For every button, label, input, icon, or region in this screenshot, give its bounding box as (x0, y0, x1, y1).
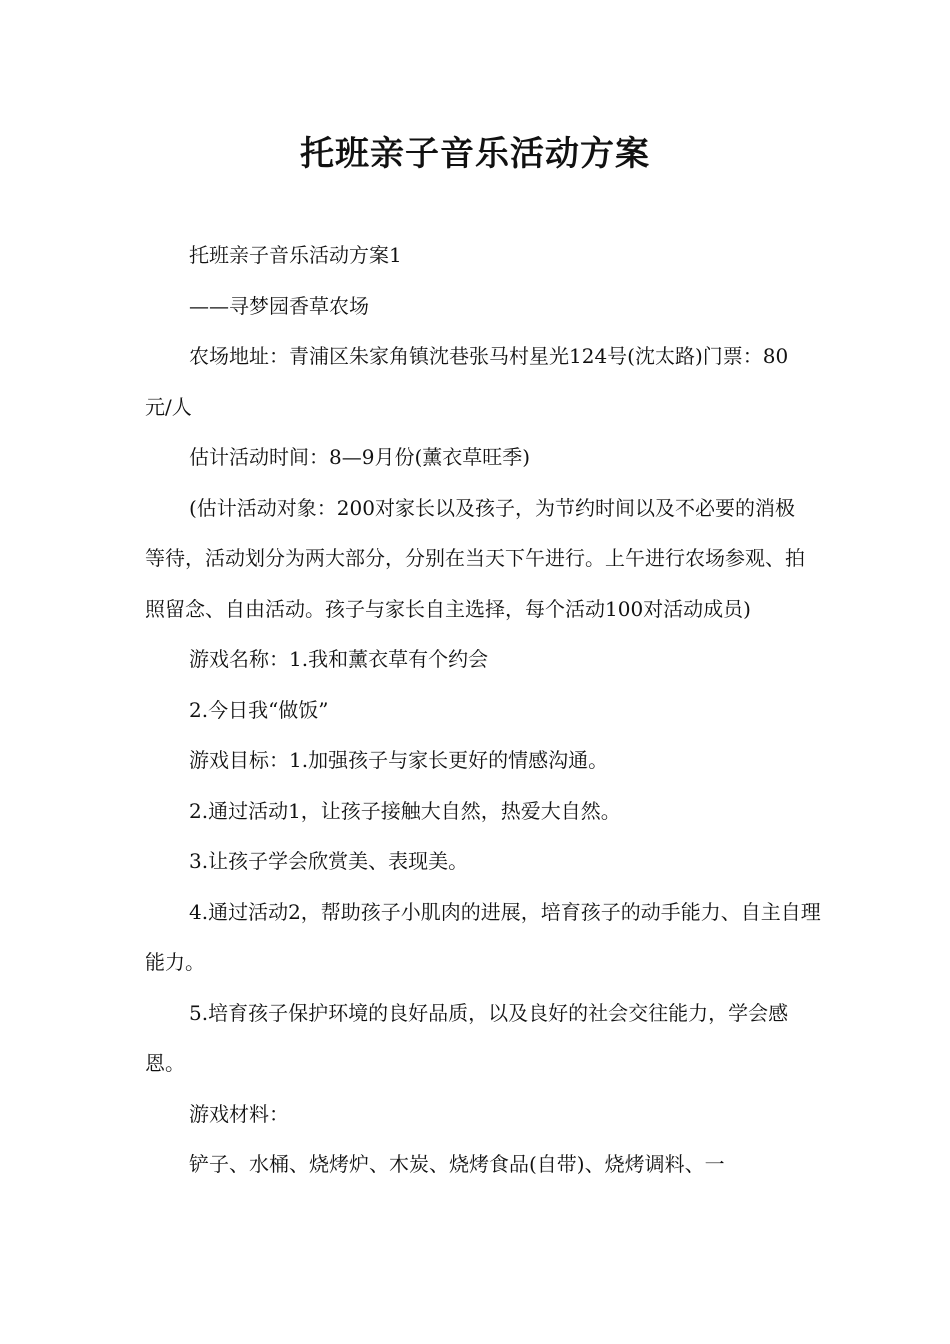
document-title: 托班亲子音乐活动方案 (300, 134, 650, 174)
paragraph: ——寻梦园香草农场 (189, 293, 369, 318)
paragraph: 2.通过活动1，让孩子接触大自然，热爱大自然。 (189, 798, 621, 823)
document-body (145, 230, 821, 1190)
paragraph: 游戏材料： (189, 1101, 289, 1126)
paragraph: 铲子、水桶、烧烤炉、木炭、烧烤食品(自带)、烧烤调料、一 (189, 1152, 725, 1176)
paragraph: 估计活动时间：8—9月份(薰衣草旺季) (189, 445, 531, 469)
paragraph: 5.培育孩子保护环境的良好品质，以及良好的社会交往能力，学会感恩。 (145, 1000, 789, 1075)
paragraph: 托班亲子音乐活动方案1 (189, 243, 402, 267)
paragraph: 游戏目标：1.加强孩子与家长更好的情感沟通。 (189, 748, 609, 772)
paragraph: 2.今日我“做饭” (189, 697, 329, 722)
paragraph: 游戏名称：1.我和薰衣草有个约会 (189, 647, 489, 671)
paragraph: (估计活动对象：200对家长以及孩子，为节约时间以及不必要的消极等待，活动划分为两大部分，分别在当天下午进行。上午进行农场参观、拍照留念、自由活动。孩子与家长自主选择，每个活动100对活动成员) (145, 495, 805, 621)
paragraph: 农场地址：青浦区朱家角镇沈巷张马村星光124号(沈太路)门票：80元/人 (145, 344, 789, 419)
paragraph: 3.让孩子学会欣赏美、表现美。 (189, 849, 469, 873)
paragraph: 4.通过活动2，帮助孩子小肌肉的进展，培育孩子的动手能力、自主自理能力。 (145, 899, 821, 974)
